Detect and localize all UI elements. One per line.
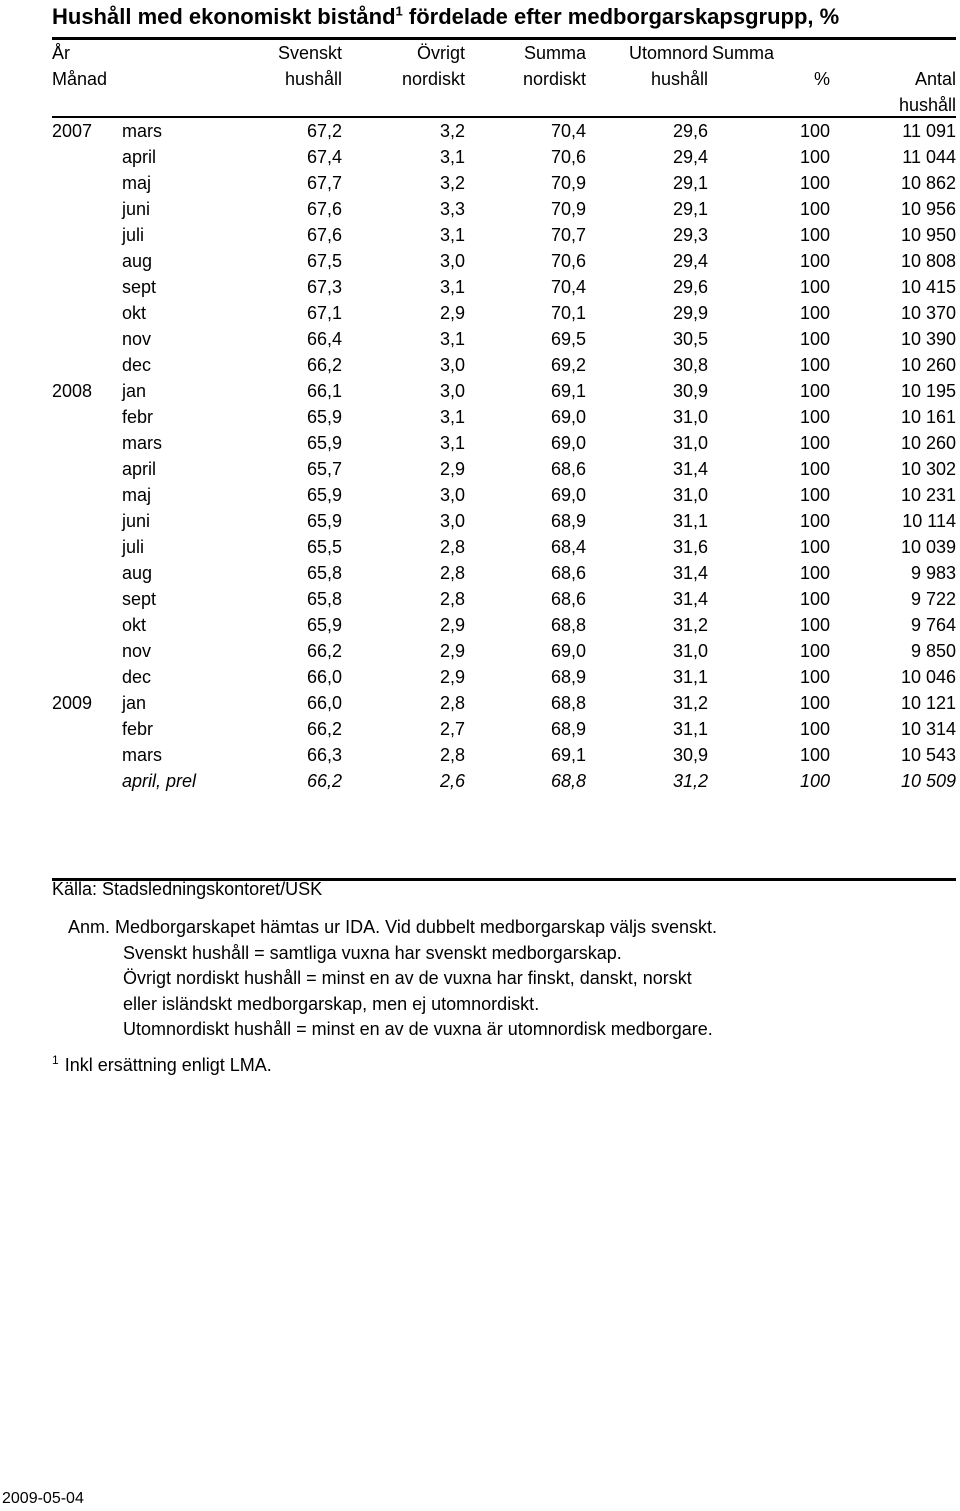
antal-cell: 10 046 [900, 667, 956, 687]
ovrigt-nordiskt-cell: 3,0 [439, 381, 465, 401]
svenskt-cell: 67,6 [306, 225, 342, 245]
utomnord-cell: 31,4 [672, 459, 708, 479]
antal-cell: 10 039 [900, 537, 956, 557]
month-cell: sept [122, 277, 157, 297]
header-cell [222, 92, 342, 118]
summa-nordiskt-cell: 70,9 [550, 199, 586, 219]
percent-cell: 100 [799, 459, 830, 479]
month-cell: juni [122, 199, 151, 219]
ovrigt-nordiskt-cell: 2,6 [439, 771, 465, 791]
antal-cell: 10 260 [900, 355, 956, 375]
percent-cell: 100 [799, 485, 830, 505]
svenskt-cell: 67,4 [306, 147, 342, 167]
year-cell [52, 456, 122, 482]
percent-cell: 100 [799, 251, 830, 271]
month-cell: febr [122, 407, 154, 427]
ovrigt-nordiskt-cell: 2,9 [439, 667, 465, 687]
percent-cell: 100 [799, 147, 830, 167]
year-cell [52, 352, 122, 378]
antal-cell: 10 509 [900, 771, 956, 791]
year-cell [52, 638, 122, 664]
month-cell: okt [122, 303, 147, 323]
header-cell: Övrigt [416, 43, 465, 63]
note-line: Utomnordiskt hushåll = minst en av de vuxna är utomnordisk medborgare. [123, 1019, 713, 1039]
antal-cell: 9 983 [910, 563, 956, 583]
table-row [52, 664, 956, 690]
table-row [52, 274, 956, 300]
antal-cell: 10 195 [900, 381, 956, 401]
ovrigt-nordiskt-cell: 2,9 [439, 641, 465, 661]
summa-nordiskt-cell: 68,8 [550, 615, 586, 635]
ovrigt-nordiskt-cell: 3,3 [439, 199, 465, 219]
summa-nordiskt-cell: 70,4 [550, 121, 586, 141]
percent-cell: 100 [799, 355, 830, 375]
svenskt-cell: 67,2 [306, 121, 342, 141]
antal-cell: 10 415 [900, 277, 956, 297]
antal-cell: 10 808 [900, 251, 956, 271]
table-row [52, 430, 956, 456]
svenskt-cell: 66,1 [306, 381, 342, 401]
ovrigt-nordiskt-cell: 3,1 [439, 277, 465, 297]
year-cell [52, 716, 122, 742]
utomnord-cell: 31,4 [672, 589, 708, 609]
ovrigt-nordiskt-cell: 2,8 [439, 537, 465, 557]
header-cell: hushåll [650, 69, 708, 89]
print-date: 2009-05-04 [2, 1490, 84, 1507]
month-cell: aug [122, 563, 153, 583]
month-cell: febr [122, 719, 154, 739]
ovrigt-nordiskt-cell: 2,9 [439, 459, 465, 479]
header-cell: År [52, 43, 70, 63]
antal-cell: 9 850 [910, 641, 956, 661]
svenskt-cell: 65,9 [306, 511, 342, 531]
antal-cell: 10 390 [900, 329, 956, 349]
ovrigt-nordiskt-cell: 3,1 [439, 329, 465, 349]
note-line: Övrigt nordiskt hushåll = minst en av de vuxna har finskt, danskt, norskt [123, 968, 692, 988]
svenskt-cell: 65,8 [306, 563, 342, 583]
summa-nordiskt-cell: 69,1 [550, 745, 586, 765]
summa-nordiskt-cell: 68,9 [550, 511, 586, 531]
header-cell: nordiskt [522, 69, 586, 89]
header-cell: Månad [52, 69, 108, 89]
summa-nordiskt-cell: 68,6 [550, 459, 586, 479]
header-cell: Summa [712, 43, 775, 63]
table-row [52, 534, 956, 560]
utomnord-cell: 31,1 [672, 511, 708, 531]
ovrigt-nordiskt-cell: 2,8 [439, 693, 465, 713]
percent-cell: 100 [799, 277, 830, 297]
header-rule [52, 116, 956, 118]
utomnord-cell: 31,0 [672, 433, 708, 453]
header-cell [122, 40, 222, 66]
header-cell: hushåll [284, 69, 342, 89]
percent-cell: 100 [799, 303, 830, 323]
month-cell: april [122, 147, 157, 167]
summa-nordiskt-cell: 69,2 [550, 355, 586, 375]
summa-nordiskt-cell: 70,1 [550, 303, 586, 323]
svenskt-cell: 67,3 [306, 277, 342, 297]
antal-cell: 10 260 [900, 433, 956, 453]
utomnord-cell: 30,9 [672, 381, 708, 401]
table-row [52, 716, 956, 742]
antal-cell: 10 302 [900, 459, 956, 479]
utomnord-cell: 31,0 [672, 407, 708, 427]
percent-cell: 100 [799, 329, 830, 349]
ovrigt-nordiskt-cell: 2,7 [439, 719, 465, 739]
antal-cell: 9 764 [910, 615, 956, 635]
table-row [52, 638, 956, 664]
footnote [52, 1055, 272, 1076]
year-cell [52, 300, 122, 326]
summa-nordiskt-cell: 69,1 [550, 381, 586, 401]
month-cell: juli [122, 225, 145, 245]
summa-nordiskt-cell: 69,0 [550, 485, 586, 505]
svenskt-cell: 65,9 [306, 615, 342, 635]
month-cell: juli [122, 537, 145, 557]
svenskt-cell: 66,2 [306, 719, 342, 739]
table-row [52, 248, 956, 274]
percent-cell: 100 [799, 615, 830, 635]
year-cell [52, 742, 122, 768]
header-cell: nordiskt [401, 69, 465, 89]
utomnord-cell: 31,6 [672, 537, 708, 557]
year-cell [52, 664, 122, 690]
header-cell [342, 92, 465, 118]
year-cell [52, 482, 122, 508]
month-cell: april [122, 459, 157, 479]
svenskt-cell: 66,2 [306, 641, 342, 661]
svenskt-cell: 67,5 [306, 251, 342, 271]
footnote-text: Inkl ersättning enligt LMA. [64, 1055, 272, 1075]
antal-cell: 11 091 [902, 121, 956, 141]
utomnord-cell: 29,9 [672, 303, 708, 323]
header-cell [52, 92, 122, 118]
percent-cell: 100 [799, 433, 830, 453]
summa-nordiskt-cell: 68,6 [550, 563, 586, 583]
year-cell [52, 768, 122, 794]
utomnord-cell: 31,0 [672, 641, 708, 661]
table-row [52, 768, 956, 794]
table-body [52, 118, 956, 794]
percent-cell: 100 [799, 589, 830, 609]
percent-cell: 100 [799, 407, 830, 427]
ovrigt-nordiskt-cell: 2,8 [439, 745, 465, 765]
utomnord-cell: 31,2 [672, 771, 708, 791]
antal-cell: 10 956 [900, 199, 956, 219]
antal-cell: 10 370 [900, 303, 956, 323]
svenskt-cell: 66,2 [306, 771, 342, 791]
percent-cell: 100 [799, 225, 830, 245]
utomnord-cell: 29,3 [672, 225, 708, 245]
header-row-3 [52, 92, 956, 118]
svenskt-cell: 65,7 [306, 459, 342, 479]
year-cell [52, 404, 122, 430]
header-row-1 [52, 40, 956, 66]
ovrigt-nordiskt-cell: 3,0 [439, 355, 465, 375]
percent-cell: 100 [799, 719, 830, 739]
header-row-2 [52, 66, 956, 92]
svenskt-cell: 67,6 [306, 199, 342, 219]
ovrigt-nordiskt-cell: 2,9 [439, 303, 465, 323]
year-cell: 2007 [52, 121, 93, 141]
summa-nordiskt-cell: 68,8 [550, 771, 586, 791]
table-header [52, 40, 956, 118]
utomnord-cell: 31,1 [672, 667, 708, 687]
note-line: eller isländskt medborgarskap, men ej utomnordiskt. [123, 993, 540, 1014]
svenskt-cell: 65,9 [306, 485, 342, 505]
year-cell: 2008 [52, 381, 93, 401]
summa-nordiskt-cell: 68,9 [550, 667, 586, 687]
utomnord-cell: 29,6 [672, 277, 708, 297]
month-cell: jan [122, 693, 147, 713]
table-row [52, 690, 956, 716]
year-cell: 2009 [52, 693, 93, 713]
header-cell [122, 66, 222, 92]
year-cell [52, 560, 122, 586]
year-cell [52, 248, 122, 274]
ovrigt-nordiskt-cell: 3,1 [439, 433, 465, 453]
summa-nordiskt-cell: 68,6 [550, 589, 586, 609]
month-cell: jan [122, 381, 147, 401]
percent-cell: 100 [799, 745, 830, 765]
ovrigt-nordiskt-cell: 3,1 [439, 407, 465, 427]
antal-cell: 11 044 [902, 147, 956, 167]
percent-cell: 100 [799, 641, 830, 661]
year-cell [52, 144, 122, 170]
summa-nordiskt-cell: 70,7 [550, 225, 586, 245]
year-cell [52, 508, 122, 534]
utomnord-cell: 31,2 [672, 693, 708, 713]
summa-nordiskt-cell: 68,4 [550, 537, 586, 557]
source-line: Källa: Stadsledningskontoret/USK [52, 879, 323, 899]
month-cell: mars [122, 745, 162, 765]
year-cell [52, 430, 122, 456]
footnote-mark: 1 [52, 1053, 59, 1067]
ovrigt-nordiskt-cell: 3,0 [439, 485, 465, 505]
month-cell: dec [122, 355, 152, 375]
month-cell: aug [122, 251, 153, 271]
month-cell: maj [122, 173, 152, 193]
percent-cell: 100 [799, 511, 830, 531]
header-cell [830, 40, 956, 66]
svenskt-cell: 66,0 [306, 693, 342, 713]
year-cell [52, 612, 122, 638]
table-row [52, 612, 956, 638]
note-line: Anm. Medborgarskapet hämtas ur IDA. Vid dubbelt medborgarskap väljs svenskt. [68, 917, 717, 937]
antal-cell: 10 114 [902, 511, 956, 531]
svenskt-cell: 66,0 [306, 667, 342, 687]
ovrigt-nordiskt-cell: 3,1 [439, 225, 465, 245]
antal-cell: 10 121 [900, 693, 956, 713]
percent-cell: 100 [799, 121, 830, 141]
svenskt-cell: 66,2 [306, 355, 342, 375]
year-cell [52, 326, 122, 352]
month-cell: mars [122, 433, 162, 453]
ovrigt-nordiskt-cell: 3,2 [439, 173, 465, 193]
month-cell: mars [122, 121, 162, 141]
table-row [52, 742, 956, 768]
utomnord-cell: 29,1 [672, 173, 708, 193]
year-cell [52, 170, 122, 196]
year-cell [52, 274, 122, 300]
utomnord-cell: 30,9 [672, 745, 708, 765]
table-row [52, 196, 956, 222]
svenskt-cell: 67,1 [306, 303, 342, 323]
month-cell: nov [122, 641, 152, 661]
header-cell: Summa [523, 43, 586, 63]
antal-cell: 10 862 [900, 173, 956, 193]
month-cell: okt [122, 615, 147, 635]
svenskt-cell: 67,7 [306, 173, 342, 193]
antal-cell: 10 543 [900, 745, 956, 765]
header-cell [708, 92, 830, 118]
table-row [52, 378, 956, 404]
footnote-marker: 1 [395, 3, 403, 19]
svenskt-cell: 65,8 [306, 589, 342, 609]
summa-nordiskt-cell: 70,9 [550, 173, 586, 193]
notes-block [68, 915, 717, 1043]
antal-cell: 9 722 [910, 589, 956, 609]
header-cell: hushåll [898, 95, 956, 115]
summa-nordiskt-cell: 68,8 [550, 693, 586, 713]
svenskt-cell: 66,4 [306, 329, 342, 349]
header-cell: % [813, 69, 830, 89]
percent-cell: 100 [799, 381, 830, 401]
summa-nordiskt-cell: 68,9 [550, 719, 586, 739]
ovrigt-nordiskt-cell: 3,1 [439, 147, 465, 167]
table-row [52, 118, 956, 144]
percent-cell: 100 [799, 693, 830, 713]
svenskt-cell: 66,3 [306, 745, 342, 765]
antal-cell: 10 950 [900, 225, 956, 245]
table-row [52, 404, 956, 430]
table-row [52, 586, 956, 612]
year-cell [52, 586, 122, 612]
svenskt-cell: 65,9 [306, 407, 342, 427]
summa-nordiskt-cell: 70,6 [550, 147, 586, 167]
data-table [52, 40, 956, 794]
header-cell [586, 92, 708, 118]
utomnord-cell: 31,0 [672, 485, 708, 505]
summa-nordiskt-cell: 70,6 [550, 251, 586, 271]
antal-cell: 10 161 [900, 407, 956, 427]
header-cell: Antal [914, 69, 956, 89]
ovrigt-nordiskt-cell: 2,8 [439, 589, 465, 609]
utomnord-cell: 31,1 [672, 719, 708, 739]
ovrigt-nordiskt-cell: 3,0 [439, 251, 465, 271]
table-row [52, 456, 956, 482]
utomnord-cell: 30,8 [672, 355, 708, 375]
antal-cell: 10 231 [900, 485, 956, 505]
utomnord-cell: 29,1 [672, 199, 708, 219]
note-line: Svenskt hushåll = samtliga vuxna har svenskt medborgarskap. [123, 942, 622, 963]
ovrigt-nordiskt-cell: 2,8 [439, 563, 465, 583]
month-cell: nov [122, 329, 152, 349]
header-cell [122, 92, 222, 118]
antal-cell: 10 314 [900, 719, 956, 739]
table-row [52, 170, 956, 196]
utomnord-cell: 29,6 [672, 121, 708, 141]
table-row [52, 560, 956, 586]
page-title: Hushåll med ekonomiskt bistånd$^1$ fördelade efter medborgarskapsgrupp, % [52, 3, 840, 29]
header-cell: Svenskt [277, 43, 342, 63]
month-cell: dec [122, 667, 152, 687]
percent-cell: 100 [799, 667, 830, 687]
header-cell: Utomnord [628, 43, 708, 63]
summa-nordiskt-cell: 70,4 [550, 277, 586, 297]
year-cell [52, 534, 122, 560]
table-row [52, 326, 956, 352]
percent-cell: 100 [799, 199, 830, 219]
percent-cell: 100 [799, 173, 830, 193]
table-row [52, 508, 956, 534]
percent-cell: 100 [799, 771, 830, 791]
year-cell [52, 196, 122, 222]
utomnord-cell: 31,2 [672, 615, 708, 635]
year-cell [52, 222, 122, 248]
month-cell: maj [122, 485, 152, 505]
header-cell [465, 92, 586, 118]
utomnord-cell: 31,4 [672, 563, 708, 583]
table-row [52, 144, 956, 170]
summa-nordiskt-cell: 69,0 [550, 433, 586, 453]
table-row [52, 482, 956, 508]
month-cell: sept [122, 589, 157, 609]
ovrigt-nordiskt-cell: 2,9 [439, 615, 465, 635]
month-cell: juni [122, 511, 151, 531]
table-row [52, 300, 956, 326]
table-row [52, 222, 956, 248]
percent-cell: 100 [799, 537, 830, 557]
percent-cell: 100 [799, 563, 830, 583]
summa-nordiskt-cell: 69,0 [550, 641, 586, 661]
table-row [52, 352, 956, 378]
summa-nordiskt-cell: 69,5 [550, 329, 586, 349]
utomnord-cell: 29,4 [672, 251, 708, 271]
ovrigt-nordiskt-cell: 3,0 [439, 511, 465, 531]
svenskt-cell: 65,9 [306, 433, 342, 453]
utomnord-cell: 29,4 [672, 147, 708, 167]
svenskt-cell: 65,5 [306, 537, 342, 557]
ovrigt-nordiskt-cell: 3,2 [439, 121, 465, 141]
summa-nordiskt-cell: 69,0 [550, 407, 586, 427]
month-cell: april, prel [122, 771, 197, 791]
utomnord-cell: 30,5 [672, 329, 708, 349]
